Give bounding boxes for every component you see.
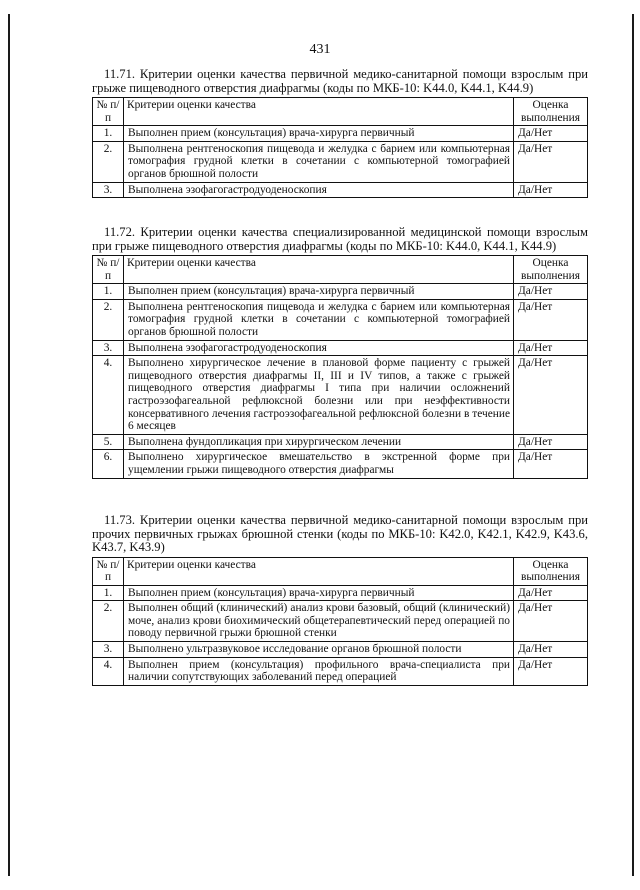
col-evaluation-header: Оценка выполнения <box>514 256 588 284</box>
row-evaluation: Да/Нет <box>514 585 588 601</box>
row-criterion: Выполнена рентгеноскопия пищевода и желудка с барием или компьютерная томография грудной клетки в сочетании с компьютерной томографией органов брюшной полости <box>124 299 514 340</box>
col-evaluation-header: Оценка выполнения <box>514 557 588 585</box>
row-evaluation: Да/Нет <box>514 141 588 182</box>
table-row <box>93 585 588 601</box>
table-row <box>93 601 588 642</box>
row-criterion: Выполнена эзофагогастродуоденоскопия <box>124 340 514 356</box>
row-criterion: Выполнен прием (консультация) врача-хирурга первичный <box>124 126 514 142</box>
col-number-header: № п/п <box>93 557 124 585</box>
table-header-row <box>93 98 588 126</box>
row-evaluation: Да/Нет <box>514 340 588 356</box>
row-criterion: Выполнена фундопликация при хирургическом лечении <box>124 434 514 450</box>
table-row <box>93 182 588 198</box>
row-criterion: Выполнен прием (консультация) профильного врача-специалиста при наличии сопутствующих заболеваний перед операцией <box>124 657 514 685</box>
row-number: 2. <box>93 141 124 182</box>
row-number: 3. <box>93 340 124 356</box>
row-criterion: Выполнен прием (консультация) врача-хирурга первичный <box>124 585 514 601</box>
table-row <box>93 141 588 182</box>
col-evaluation-header: Оценка выполнения <box>514 98 588 126</box>
row-criterion: Выполнен прием (консультация) врача-хирурга первичный <box>124 284 514 300</box>
table-row <box>93 434 588 450</box>
row-number: 2. <box>93 601 124 642</box>
row-evaluation: Да/Нет <box>514 657 588 685</box>
criteria-table <box>92 97 588 198</box>
table-row <box>93 284 588 300</box>
table-row <box>93 657 588 685</box>
table-row <box>93 126 588 142</box>
row-evaluation: Да/Нет <box>514 601 588 642</box>
row-number: 4. <box>93 657 124 685</box>
table-row <box>93 450 588 478</box>
row-evaluation: Да/Нет <box>514 642 588 658</box>
row-evaluation: Да/Нет <box>514 284 588 300</box>
col-criteria-header: Критерии оценки качества <box>124 557 514 585</box>
col-number-header: № п/п <box>93 98 124 126</box>
row-criterion: Выполнено ультразвуковое исследование органов брюшной полости <box>124 642 514 658</box>
scan-border-left <box>8 14 10 876</box>
row-number: 3. <box>93 642 124 658</box>
section-heading: 11.72. Критерии оценки качества специализированной медицинской помощи взрослым при грыже пищеводного отверстия диафрагмы (коды по МКБ-10: K44.0, K44.1, K44.9) <box>92 225 588 253</box>
row-number: 3. <box>93 182 124 198</box>
table-row <box>93 642 588 658</box>
col-criteria-header: Критерии оценки качества <box>124 256 514 284</box>
row-criterion: Выполнено хирургическое лечение в плановой форме пациенту с грыжей пищеводного отверстия диафрагмы II, III и IV типов, а также с грыжей пищеводного отверстия диафрагмы I типа при наличии осложнений гастроэзофагеальной рефлюксной болезни или при неэффективности консервативного лечения гастроэзофагеальной рефлюксной болезни в течение 6 месяцев <box>124 356 514 435</box>
row-evaluation: Да/Нет <box>514 450 588 478</box>
criteria-table <box>92 255 588 479</box>
row-number: 1. <box>93 585 124 601</box>
table-header-row <box>93 557 588 585</box>
row-number: 4. <box>93 356 124 435</box>
table-row <box>93 356 588 435</box>
page-number: 431 <box>309 42 331 57</box>
row-number: 5. <box>93 434 124 450</box>
row-number: 1. <box>93 284 124 300</box>
criteria-table <box>92 557 588 686</box>
row-criterion: Выполнено хирургическое вмешательство в экстренной форме при ущемлении грыжи пищеводного отверстия диафрагмы <box>124 450 514 478</box>
table-header-row <box>93 256 588 284</box>
row-criterion: Выполнена эзофагогастродуоденоскопия <box>124 182 514 198</box>
row-criterion: Выполнен общий (клинический) анализ крови базовый, общий (клинический) моче, анализ крови биохимический общетерапевтический перед операцией по поводу первичной грыжи брюшной стенки <box>124 601 514 642</box>
row-evaluation: Да/Нет <box>514 434 588 450</box>
scan-border-right <box>632 14 634 876</box>
section-heading: 11.71. Критерии оценки качества первичной медико-санитарной помощи взрослым при грыже пищеводного отверстия диафрагмы (коды по МКБ-10: K44.0, K44.1, K44.9) <box>92 67 588 95</box>
section-heading: 11.73. Критерии оценки качества первичной медико-санитарной помощи взрослым при прочих первичных грыжах брюшной стенки (коды по МКБ-10: K42.0, K42.1, K42.9, K43.6, K43.7, K43.9) <box>92 513 588 554</box>
col-number-header: № п/п <box>93 256 124 284</box>
row-evaluation: Да/Нет <box>514 299 588 340</box>
table-row <box>93 340 588 356</box>
section-11-73 <box>92 514 588 686</box>
section-11-72 <box>92 226 588 479</box>
row-number: 6. <box>93 450 124 478</box>
row-evaluation: Да/Нет <box>514 182 588 198</box>
row-evaluation: Да/Нет <box>514 356 588 435</box>
col-criteria-header: Критерии оценки качества <box>124 98 514 126</box>
table-row <box>93 299 588 340</box>
row-number: 2. <box>93 299 124 340</box>
section-11-71 <box>92 68 588 198</box>
row-evaluation: Да/Нет <box>514 126 588 142</box>
row-number: 1. <box>93 126 124 142</box>
row-criterion: Выполнена рентгеноскопия пищевода и желудка с барием или компьютерная томография грудной клетки в сочетании с компьютерной томографией органов брюшной полости <box>124 141 514 182</box>
